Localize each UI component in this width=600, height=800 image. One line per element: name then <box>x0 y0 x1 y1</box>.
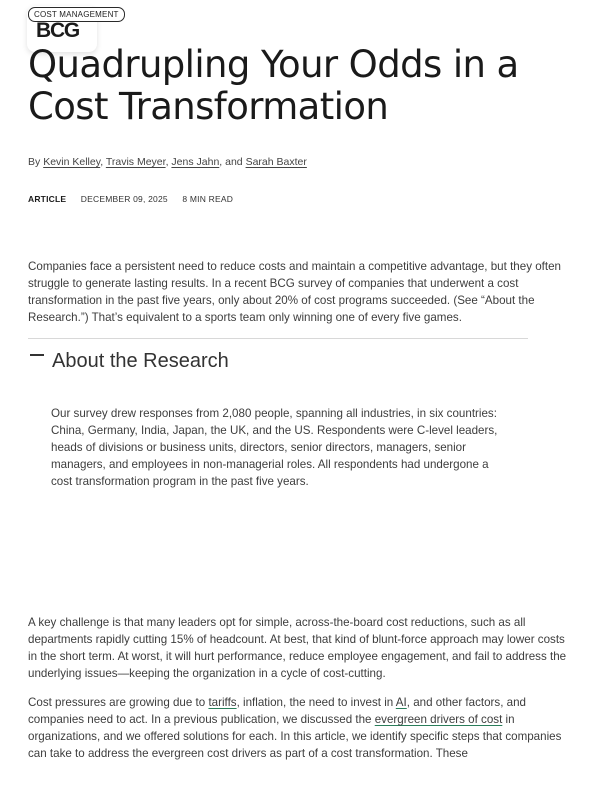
divider <box>28 338 528 339</box>
intro-paragraph: Companies face a persistent need to reduce costs and maintain a competitive advantage, but they often struggle to generate lasting results. In a recent BCG survey of companies that underwent a cost transformation in the past five years, only about 20% of cost programs succeeded. (See “About the Research.”) That’s equivalent to a sports team only winning one of every five games. <box>28 260 561 324</box>
author-link-sarah-baxter[interactable]: Sarah Baxter <box>245 156 307 168</box>
tariffs-link[interactable]: tariffs <box>208 696 237 709</box>
author-link-kevin-kelley[interactable]: Kevin Kelley <box>43 156 101 168</box>
byline <box>28 156 307 168</box>
byline-separator: , <box>100 156 104 168</box>
about-research-accordion-toggle[interactable] <box>30 346 229 376</box>
text-segment: , inflation, the need to invest in <box>236 696 396 709</box>
article-type: ARTICLE <box>28 194 67 204</box>
page-title: Quadrupling Your Odds in a Cost Transformation <box>28 43 519 128</box>
text-segment: , and other factors, and companies need to act. In a previous publication, we discussed the <box>28 696 526 726</box>
byline-prefix: By <box>28 156 41 168</box>
bcg-logo[interactable]: BCG <box>36 19 80 42</box>
body-paragraph: A key challenge is that many leaders opt for simple, across-the-board cost reductions, such as all departments rapidly cutting 15% of headcount. At best, that kind of blunt-force approach may lower costs in the short term. At worst, it will hurt performance, reduce employee engagement, and fail to address the underlying issues—keeping the organization in a cycle of cost-cutting. <box>28 616 567 680</box>
text-segment: Cost pressures are growing due to <box>28 696 209 709</box>
article-meta <box>28 194 233 204</box>
body-paragraph <box>28 694 576 762</box>
author-link-travis-meyer[interactable]: Travis Meyer <box>105 156 166 168</box>
byline-separator: , <box>165 156 169 168</box>
topic-tag[interactable]: COST MANAGEMENT <box>28 7 125 22</box>
text-segment: in organizations, and we offered solutions for each. In this article, we identify specific steps that companies can take to address the evergreen cost drivers as part of a cost transformation. These <box>28 713 562 760</box>
accordion-title: About the Research <box>52 349 229 372</box>
byline-separator: , and <box>219 156 243 168</box>
minus-icon <box>30 354 44 356</box>
accordion-content: Our survey drew responses from 2,080 people, spanning all industries, in six countries: China, Germany, India, Japan, the UK, and the US. Respondents were C-level leaders, heads of divisions or business units, directors, senior directors, managers, senior managers, and employees in non-managerial roles. All respondents had undergone a cost transformation program in the past five years. <box>51 407 498 488</box>
author-link-jens-jahn[interactable]: Jens Jahn <box>171 156 220 168</box>
evergreen-drivers-link[interactable]: evergreen drivers of cost <box>374 713 503 726</box>
read-time: 8 MIN READ <box>182 194 234 204</box>
publish-date: DECEMBER 09, 2025 <box>80 194 168 204</box>
ai-link[interactable]: AI <box>395 696 407 709</box>
